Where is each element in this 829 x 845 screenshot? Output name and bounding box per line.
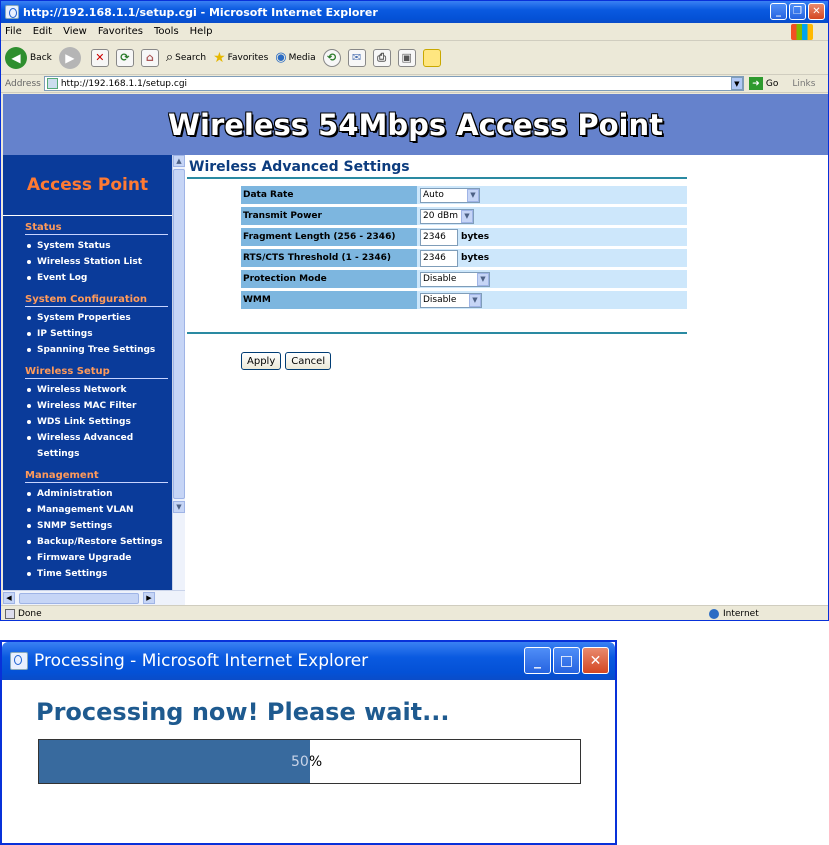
sidebar-item-snmp-settings[interactable]: SNMP Settings [25, 518, 168, 534]
browser-toolbar [1, 41, 828, 75]
scroll-up-icon[interactable]: ▲ [173, 155, 185, 167]
sidebar-item-system-properties[interactable]: System Properties [25, 310, 168, 326]
settings-table [241, 183, 687, 312]
back-label: Back [30, 52, 52, 63]
search-label: Search [175, 52, 207, 63]
sidebar-item-backup-restore-settings[interactable]: Backup/Restore Settings [25, 534, 168, 550]
sidebar-group-title: Wireless Setup [25, 366, 168, 379]
scroll-thumb[interactable] [19, 593, 139, 604]
sidebar-heading: Access Point [26, 175, 149, 195]
page-banner [3, 94, 828, 155]
row-label: Fragment Length (256 - 2346) [241, 228, 417, 246]
windows-logo-icon [791, 24, 813, 40]
sidebar-item-wireless-station-list[interactable]: Wireless Station List [25, 254, 168, 270]
menu-bar [1, 23, 828, 41]
table-row [241, 207, 687, 225]
favorites-button[interactable] [213, 50, 268, 66]
sidebar-group-title: Management [25, 470, 168, 483]
stop-icon[interactable]: ✕ [91, 49, 109, 67]
table-row [241, 291, 687, 309]
menu-edit[interactable]: Edit [32, 26, 53, 37]
address-value: http://192.168.1.1/setup.cgi [60, 78, 188, 89]
processing-message: Processing now! Please wait... [36, 698, 450, 726]
sidebar-item-administration[interactable]: Administration [25, 486, 168, 502]
forward-arrow-icon: ▶ [59, 47, 81, 69]
page-content [3, 94, 828, 605]
mail-icon[interactable]: ✉ [348, 49, 366, 67]
scroll-thumb[interactable] [173, 169, 185, 499]
ie-icon [10, 652, 28, 670]
search-icon: ⌕ [165, 50, 174, 65]
dialog-titlebar [2, 642, 615, 680]
sidebar [3, 155, 172, 605]
home-icon[interactable]: ⌂ [141, 49, 159, 67]
chevron-down-icon: ▼ [461, 210, 473, 223]
title-divider [187, 177, 687, 179]
maximize-button[interactable]: □ [553, 647, 580, 674]
go-button[interactable] [749, 77, 778, 90]
form-buttons [241, 352, 331, 370]
search-button[interactable] [166, 50, 206, 65]
row-label: Data Rate [241, 186, 417, 204]
sidebar-item-management-vlan[interactable]: Management VLAN [25, 502, 168, 518]
apply-button[interactable]: Apply [241, 352, 281, 370]
media-button[interactable] [275, 50, 315, 65]
address-bar [1, 75, 828, 93]
menu-tools[interactable]: Tools [154, 26, 179, 37]
sidebar-group-status [25, 222, 168, 286]
table-row [241, 186, 687, 204]
menu-view[interactable]: View [63, 26, 87, 37]
scroll-left-icon[interactable]: ◀ [3, 592, 15, 604]
sidebar-horizontal-scrollbar[interactable] [3, 590, 185, 605]
messenger-icon[interactable] [423, 49, 441, 67]
sidebar-item-wds-link-settings[interactable]: WDS Link Settings [25, 414, 168, 430]
chevron-down-icon: ▼ [477, 273, 489, 286]
select-value: 20 dBm [423, 211, 458, 221]
table-row [241, 228, 687, 246]
browser-titlebar [1, 1, 828, 23]
sidebar-item-event-log[interactable]: Event Log [25, 270, 168, 286]
links-button[interactable]: Links [792, 78, 816, 89]
processing-dialog [0, 640, 617, 845]
minimize-button[interactable]: _ [524, 647, 551, 674]
sidebar-group-management [25, 470, 168, 582]
unit-label: bytes [461, 232, 490, 242]
cancel-button[interactable]: Cancel [285, 352, 331, 370]
fragment-length-input[interactable]: 2346 [420, 229, 458, 246]
row-label: Protection Mode [241, 270, 417, 288]
edit-icon[interactable]: ▣ [398, 49, 416, 67]
menu-favorites[interactable]: Favorites [97, 26, 144, 37]
forward-button[interactable] [59, 47, 84, 69]
address-label: Address [5, 78, 41, 89]
sidebar-item-ip-settings[interactable]: IP Settings [25, 326, 168, 342]
sidebar-group-wireless-setup [25, 366, 168, 462]
row-label: RTS/CTS Threshold (1 - 2346) [241, 249, 417, 267]
progress-text [291, 754, 322, 770]
close-button[interactable]: ✕ [582, 647, 609, 674]
minimize-button[interactable]: _ [770, 3, 787, 20]
ie-icon [5, 5, 19, 19]
sidebar-group-system-configuration [25, 294, 168, 358]
sidebar-group-title: Status [25, 222, 168, 235]
sidebar-item-wireless-advanced-settings[interactable]: Wireless Advanced Settings [25, 430, 168, 462]
sidebar-item-system-status[interactable]: System Status [25, 238, 168, 254]
scroll-down-icon[interactable]: ▼ [173, 501, 185, 513]
form-divider [187, 332, 687, 334]
chevron-down-icon: ▼ [469, 294, 481, 307]
chevron-down-icon: ▼ [467, 189, 479, 202]
row-label: Transmit Power [241, 207, 417, 225]
wmm-select[interactable] [420, 293, 482, 308]
address-dropdown-icon[interactable]: ▼ [731, 77, 743, 90]
sidebar-item-firmware-upgrade[interactable]: Firmware Upgrade [25, 550, 168, 566]
progress-number: 50 [291, 754, 309, 770]
sidebar-divider [3, 215, 172, 216]
media-label: Media [288, 52, 316, 63]
go-label: Go [765, 78, 779, 89]
media-icon: ◉ [275, 50, 287, 65]
back-arrow-icon: ◀ [5, 47, 27, 69]
select-value: Auto [423, 190, 444, 200]
history-icon[interactable]: ⟲ [323, 49, 341, 67]
unit-label: bytes [461, 253, 490, 263]
menu-file[interactable]: File [5, 26, 22, 37]
sidebar-vertical-scrollbar[interactable] [172, 155, 185, 590]
progress-bar [38, 739, 581, 784]
sidebar-group-title: System Configuration [25, 294, 168, 307]
security-zone [709, 609, 759, 619]
sidebar-item-time-settings[interactable]: Time Settings [25, 566, 168, 582]
rts-cts-threshold-input[interactable]: 2346 [420, 250, 458, 267]
dialog-title: Processing - Microsoft Internet Explorer [34, 651, 369, 671]
favorites-label: Favorites [227, 52, 269, 63]
status-bar [1, 605, 828, 621]
zone-label: Internet [723, 608, 759, 619]
close-button[interactable]: ✕ [808, 3, 825, 20]
status-text: Done [18, 608, 42, 619]
address-input[interactable] [44, 76, 744, 91]
page-title: Wireless Advanced Settings [189, 159, 410, 175]
select-value: Disable [423, 274, 457, 284]
page-done-icon [5, 609, 15, 619]
banner-title: Wireless 54Mbps Access Point [168, 107, 663, 142]
progress-fill [39, 740, 310, 783]
restore-button[interactable]: ❐ [789, 3, 806, 20]
table-row [241, 270, 687, 288]
main-panel [187, 155, 827, 605]
menu-help[interactable]: Help [189, 26, 213, 37]
scroll-right-icon[interactable]: ▶ [143, 592, 155, 604]
transmit-power-select[interactable] [420, 209, 474, 224]
browser-title: http://192.168.1.1/setup.cgi - Microsoft Internet Explorer [23, 5, 378, 19]
progress-suffix: % [308, 754, 323, 770]
refresh-icon[interactable]: ⟳ [116, 49, 134, 67]
sidebar-item-wireless-network[interactable]: Wireless Network [25, 382, 168, 398]
sidebar-item-wireless-mac-filter[interactable]: Wireless MAC Filter [25, 398, 168, 414]
star-icon: ★ [213, 49, 226, 66]
page-icon [47, 78, 58, 89]
data-rate-select[interactable] [420, 188, 480, 203]
row-label: WMM [241, 291, 417, 309]
globe-icon [709, 609, 719, 619]
print-icon[interactable]: ⎙ [373, 49, 391, 67]
sidebar-item-spanning-tree-settings[interactable]: Spanning Tree Settings [25, 342, 168, 358]
go-arrow-icon: ➜ [749, 77, 763, 90]
back-button[interactable] [5, 47, 52, 69]
select-value: Disable [423, 295, 457, 305]
protection-mode-select[interactable] [420, 272, 490, 287]
table-row [241, 249, 687, 267]
